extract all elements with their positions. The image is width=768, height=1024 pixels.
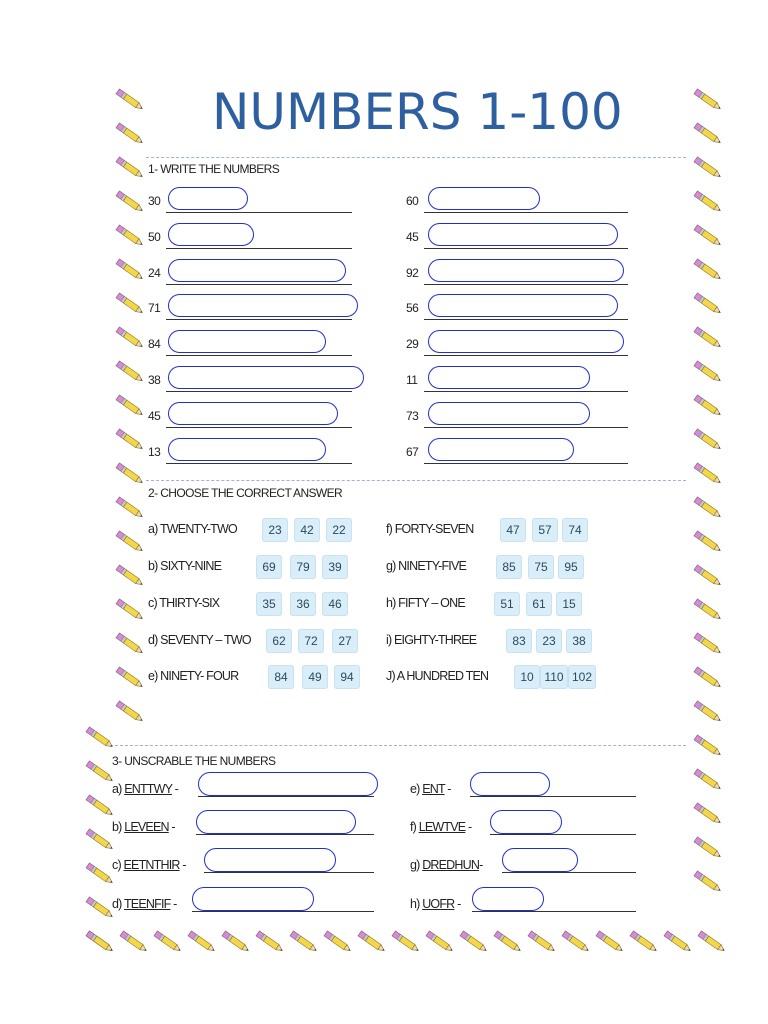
answer-option[interactable]: 27: [332, 629, 358, 653]
answer-option[interactable]: 46: [322, 592, 348, 616]
answer-option[interactable]: 85: [496, 555, 522, 579]
pencil-icon: [490, 930, 526, 954]
pencil-icon: [524, 930, 560, 954]
pencil-icon: [82, 794, 118, 818]
answer-line: [424, 391, 628, 392]
number-label: 73: [406, 409, 419, 423]
pencil-icon: [690, 632, 726, 656]
answer-field[interactable]: [470, 772, 550, 796]
scrambled-word: TEENFIF: [123, 897, 171, 911]
number-label: 84: [148, 337, 161, 351]
pencil-icon: [112, 428, 148, 452]
pencil-icon: [112, 326, 148, 350]
answer-line: [196, 834, 374, 835]
scrambled-word: DREDHUN: [422, 858, 480, 872]
scramble-suffix: -: [170, 897, 177, 911]
pencil-icon: [286, 930, 322, 954]
number-label: 67: [406, 445, 419, 459]
pencil-icon: [112, 224, 148, 248]
answer-field[interactable]: [428, 259, 624, 282]
scramble-prefix: f): [410, 820, 419, 834]
scrambled-word: UOFR: [422, 897, 455, 911]
divider: [110, 745, 686, 746]
pencil-icon: [690, 360, 726, 384]
pencil-icon: [112, 564, 148, 588]
pencil-icon: [320, 930, 356, 954]
answer-option[interactable]: 38: [566, 629, 592, 653]
scramble-suffix: -: [479, 858, 483, 872]
pencil-icon: [690, 496, 726, 520]
question-label: g) NINETY-FIVE: [386, 559, 467, 573]
answer-line: [424, 427, 628, 428]
answer-line: [166, 284, 352, 285]
pencil-icon: [558, 930, 594, 954]
answer-field[interactable]: [428, 187, 540, 210]
answer-option[interactable]: 62: [266, 629, 292, 653]
question-label: e) NINETY- FOUR: [148, 669, 239, 683]
answer-field[interactable]: [204, 848, 336, 872]
answer-line: [166, 427, 352, 428]
answer-option[interactable]: 36: [290, 592, 316, 616]
number-label: 38: [148, 373, 161, 387]
pencil-icon: [690, 326, 726, 350]
answer-field[interactable]: [198, 772, 378, 796]
pencil-icon: [112, 360, 148, 384]
answer-field[interactable]: [472, 887, 544, 911]
answer-line: [198, 796, 374, 797]
answer-line: [192, 911, 374, 912]
pencil-icon: [422, 930, 458, 954]
pencil-icon: [690, 88, 726, 112]
pencil-icon: [112, 462, 148, 486]
scrambled-word: EETNTHIR: [123, 858, 180, 872]
answer-option[interactable]: 39: [322, 555, 348, 579]
scramble-label: [410, 897, 460, 911]
number-label: 50: [148, 230, 161, 244]
answer-line: [424, 284, 628, 285]
answer-field[interactable]: [168, 438, 326, 461]
answer-option[interactable]: 79: [290, 555, 316, 579]
section2-heading: 2- CHOOSE THE CORRECT ANSWER: [148, 486, 343, 500]
scramble-label: [112, 897, 177, 911]
answer-option[interactable]: 42: [294, 518, 320, 542]
answer-field[interactable]: [196, 810, 356, 834]
answer-option[interactable]: 94: [334, 665, 360, 689]
pencil-icon: [112, 156, 148, 180]
pencil-icon: [82, 760, 118, 784]
answer-option[interactable]: 72: [298, 629, 324, 653]
question-label: J) A HUNDRED TEN: [386, 669, 489, 683]
question-label: b) SIXTY-NINE: [148, 559, 222, 573]
number-label: 13: [148, 445, 161, 459]
pencil-icon: [112, 666, 148, 690]
pencil-icon: [112, 530, 148, 554]
pencil-icon: [694, 930, 730, 954]
answer-line: [424, 463, 628, 464]
scramble-label: [410, 782, 451, 796]
scramble-suffix: -: [168, 820, 175, 834]
answer-field[interactable]: [168, 259, 346, 282]
answer-line: [166, 248, 352, 249]
scrambled-word: ENT: [422, 782, 445, 796]
number-label: 92: [406, 266, 419, 280]
number-label: 56: [406, 301, 419, 315]
pencil-icon: [690, 190, 726, 214]
pencil-icon: [690, 394, 726, 418]
answer-option[interactable]: 49: [302, 665, 328, 689]
answer-field[interactable]: [490, 810, 562, 834]
scramble-prefix: e): [410, 782, 423, 796]
answer-line: [166, 212, 352, 213]
answer-field[interactable]: [168, 223, 254, 246]
pencil-icon: [690, 802, 726, 826]
answer-field[interactable]: [168, 187, 248, 210]
answer-field[interactable]: [192, 887, 314, 911]
scramble-suffix: -: [454, 897, 461, 911]
question-label: f) FORTY-SEVEN: [386, 522, 474, 536]
answer-option[interactable]: 95: [558, 555, 584, 579]
pencil-icon: [660, 930, 696, 954]
answer-field[interactable]: [428, 330, 624, 353]
scramble-suffix: -: [465, 820, 472, 834]
pencil-icon: [690, 258, 726, 282]
scramble-prefix: b): [112, 820, 125, 834]
answer-field[interactable]: [168, 294, 358, 317]
pencil-icon: [112, 88, 148, 112]
answer-line: [470, 796, 636, 797]
answer-option[interactable]: 15: [556, 592, 582, 616]
pencil-icon: [690, 530, 726, 554]
answer-line: [424, 319, 628, 320]
pencil-icon: [690, 836, 726, 860]
pencil-icon: [82, 828, 118, 852]
scramble-label: [410, 820, 471, 834]
answer-option[interactable]: 83: [506, 629, 532, 653]
number-label: 45: [148, 409, 161, 423]
answer-option[interactable]: 61: [526, 592, 552, 616]
answer-option[interactable]: 74: [562, 518, 588, 542]
pencil-icon: [626, 930, 662, 954]
answer-line: [424, 212, 628, 213]
scrambled-word: ENTTWY: [124, 782, 172, 796]
scrambled-word: LEVEEN: [124, 820, 169, 834]
pencil-icon: [112, 394, 148, 418]
question-label: d) SEVENTY – TWO: [148, 633, 251, 647]
question-label: c) THIRTY-SIX: [148, 596, 220, 610]
pencil-icon: [112, 190, 148, 214]
scramble-prefix: c): [112, 858, 124, 872]
pencil-icon: [112, 292, 148, 316]
scramble-label: [112, 782, 178, 796]
pencil-icon: [690, 224, 726, 248]
answer-field[interactable]: [428, 294, 618, 317]
pencil-icon: [690, 122, 726, 146]
answer-option[interactable]: 51: [494, 592, 520, 616]
answer-field[interactable]: [168, 366, 364, 389]
pencil-icon: [112, 258, 148, 282]
answer-option[interactable]: 22: [326, 518, 352, 542]
question-label: h) FIFTY – ONE: [386, 596, 465, 610]
pencil-icon: [218, 930, 254, 954]
answer-option[interactable]: 10: [514, 665, 540, 689]
section1-heading: 1- WRITE THE NUMBERS: [148, 162, 280, 176]
number-label: 30: [148, 194, 161, 208]
question-label: i) EIGHTY-THREE: [386, 633, 477, 647]
scrambled-word: LEWTVE: [418, 820, 466, 834]
divider: [146, 480, 686, 481]
answer-line: [166, 355, 352, 356]
scramble-prefix: h): [410, 897, 423, 911]
pencil-icon: [354, 930, 390, 954]
answer-field[interactable]: [502, 848, 578, 872]
answer-line: [166, 391, 352, 392]
pencil-icon: [112, 700, 148, 724]
number-label: 29: [406, 337, 419, 351]
answer-line: [424, 248, 628, 249]
pencil-icon: [690, 292, 726, 316]
pencil-icon: [690, 870, 726, 894]
pencil-icon: [690, 598, 726, 622]
answer-option[interactable]: 102: [568, 665, 596, 689]
answer-line: [502, 872, 636, 873]
answer-option[interactable]: 23: [536, 629, 562, 653]
pencil-icon: [252, 930, 288, 954]
pencil-icon: [112, 496, 148, 520]
pencil-icon: [592, 930, 628, 954]
pencil-icon: [184, 930, 220, 954]
answer-option[interactable]: 57: [532, 518, 558, 542]
number-label: 24: [148, 266, 161, 280]
pencil-icon: [456, 930, 492, 954]
scramble-suffix: -: [444, 782, 451, 796]
answer-option[interactable]: 69: [256, 555, 282, 579]
number-label: 71: [148, 301, 161, 315]
scramble-prefix: a): [112, 782, 125, 796]
pencil-icon: [82, 930, 118, 954]
scramble-prefix: g): [410, 858, 423, 872]
pencil-icon: [690, 564, 726, 588]
number-label: 11: [406, 373, 418, 387]
answer-field[interactable]: [428, 366, 590, 389]
scramble-suffix: -: [179, 858, 186, 872]
answer-field[interactable]: [428, 402, 590, 425]
page-title: NUMBERS 1-100: [212, 83, 623, 141]
pencil-icon: [690, 462, 726, 486]
pencil-icon: [116, 930, 152, 954]
question-label: a) TWENTY-TWO: [148, 522, 237, 536]
number-label: 60: [406, 194, 419, 208]
scramble-label: [112, 820, 175, 834]
scramble-label: [410, 858, 482, 872]
answer-field[interactable]: [428, 438, 574, 461]
pencil-icon: [690, 700, 726, 724]
pencil-icon: [690, 156, 726, 180]
pencil-icon: [690, 734, 726, 758]
answer-field[interactable]: [428, 223, 618, 246]
answer-option[interactable]: 110: [540, 665, 568, 689]
pencil-icon: [112, 632, 148, 656]
section3-heading: 3- UNSCRABLE THE NUMBERS: [112, 754, 276, 768]
answer-line: [424, 355, 628, 356]
divider: [146, 157, 686, 158]
answer-option[interactable]: 23: [262, 518, 288, 542]
pencil-icon: [690, 666, 726, 690]
answer-option[interactable]: 75: [528, 555, 554, 579]
scramble-prefix: d): [112, 897, 124, 911]
answer-line: [490, 834, 636, 835]
pencil-icon: [82, 862, 118, 886]
answer-line: [204, 872, 374, 873]
pencil-icon: [112, 122, 148, 146]
answer-field[interactable]: [168, 402, 338, 425]
pencil-icon: [690, 768, 726, 792]
answer-line: [472, 911, 636, 912]
answer-field[interactable]: [168, 330, 326, 353]
pencil-icon: [690, 428, 726, 452]
answer-option[interactable]: 84: [268, 665, 294, 689]
answer-option[interactable]: 35: [256, 592, 282, 616]
pencil-icon: [82, 896, 118, 920]
pencil-icon: [150, 930, 186, 954]
answer-line: [166, 319, 352, 320]
answer-option[interactable]: 47: [500, 518, 526, 542]
number-label: 45: [406, 230, 419, 244]
scramble-label: [112, 858, 186, 872]
scramble-suffix: -: [171, 782, 178, 796]
answer-line: [166, 463, 352, 464]
pencil-icon: [112, 598, 148, 622]
pencil-icon: [388, 930, 424, 954]
pencil-icon: [82, 726, 118, 750]
